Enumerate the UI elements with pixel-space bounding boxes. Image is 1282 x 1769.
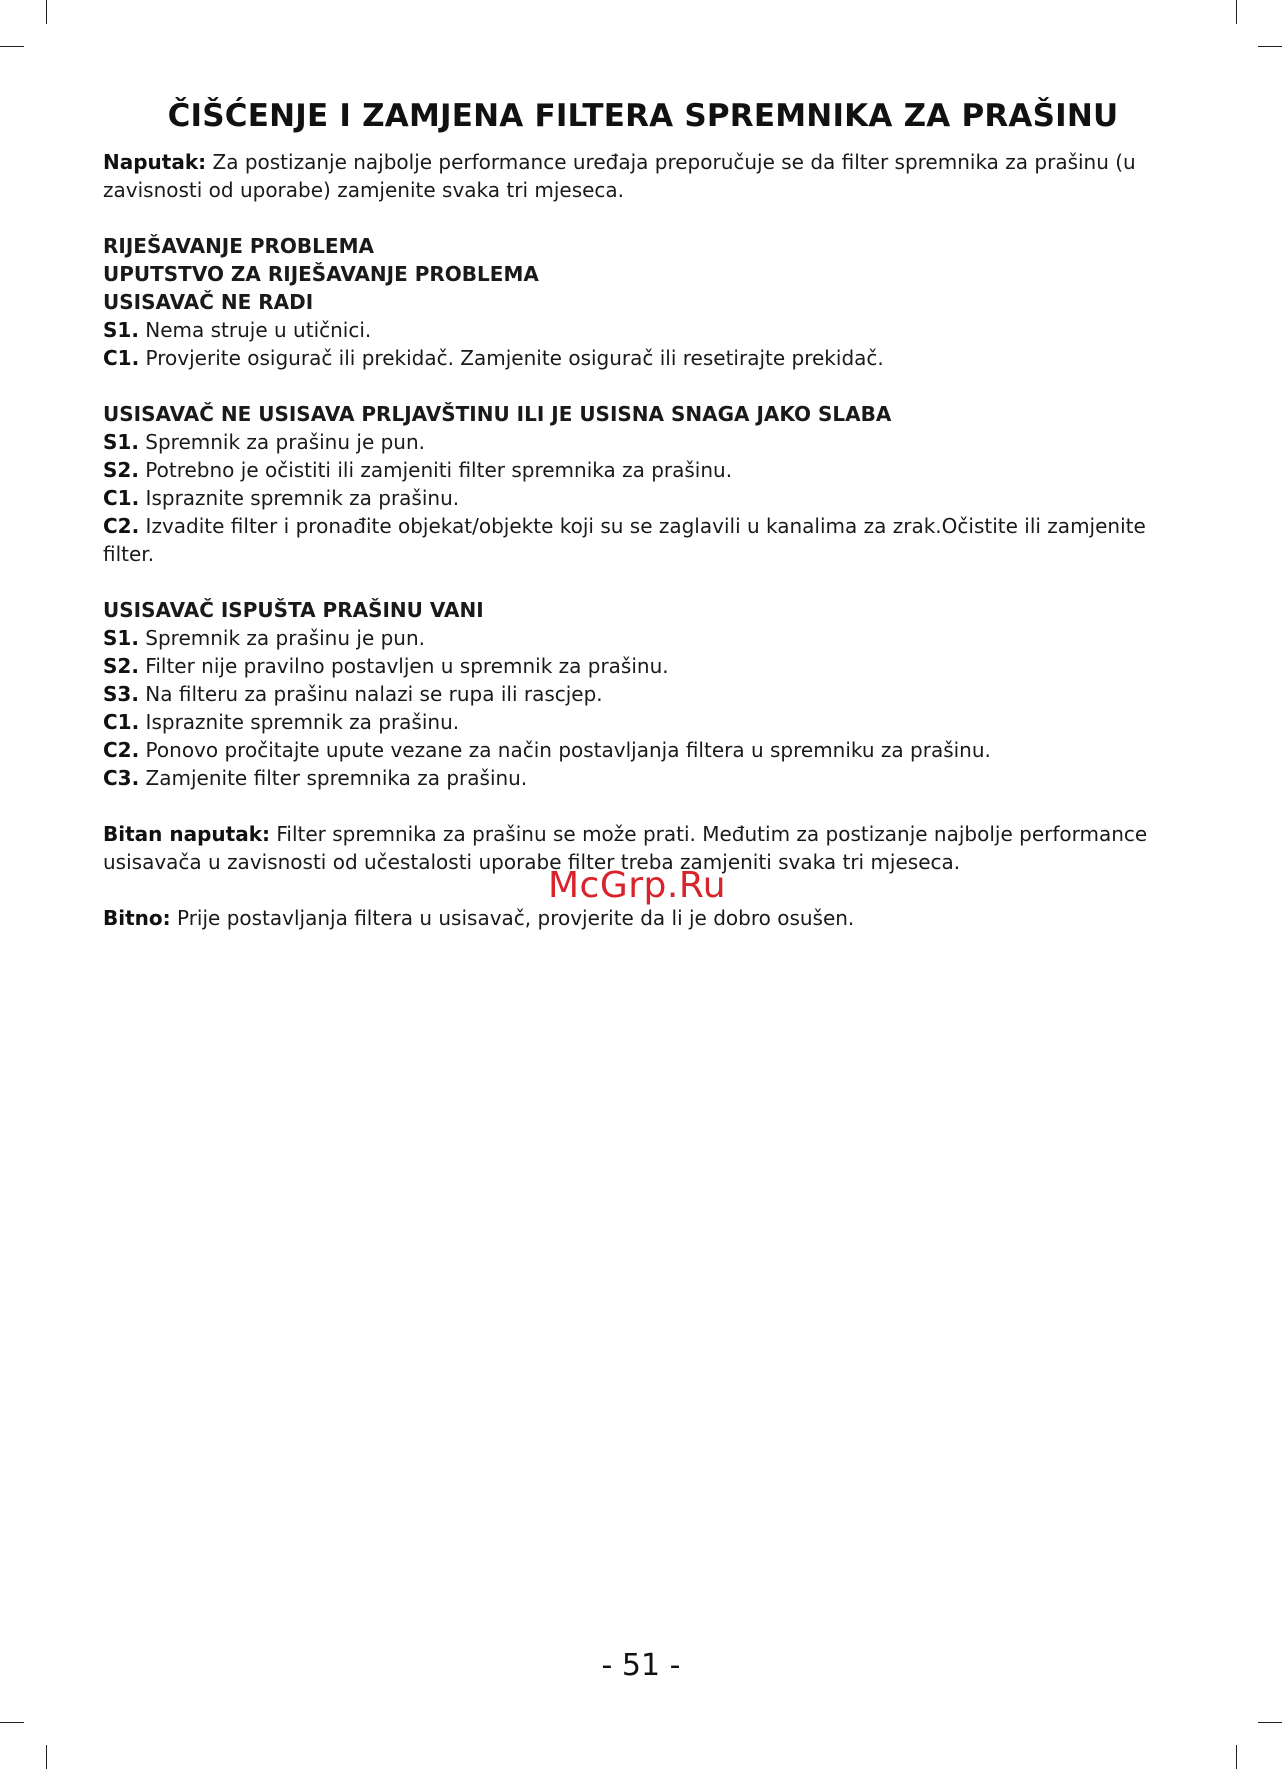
list-item	[103, 484, 1183, 512]
problem-heading: USISAVAČ ISPUŠTA PRAŠINU VANI	[103, 598, 484, 622]
item-text: Zamjenite filter spremnika za prašinu.	[139, 766, 528, 790]
note-label: Bitno:	[103, 906, 171, 930]
item-text: Izvadite filter i pronađite objekat/objekte koji su se zaglavili u kanalima za zrak.Očistite ili zamjenite filter.	[103, 514, 1146, 566]
page-number: - 51 -	[601, 1648, 681, 1683]
list-item	[103, 736, 1183, 764]
section-heading: RIJEŠAVANJE PROBLEMA	[103, 234, 374, 258]
tip-paragraph	[103, 148, 1183, 204]
item-code: S1.	[103, 430, 139, 454]
item-text: Ponovo pročitajte upute vezane za način postavljanja filtera u spremniku za prašinu.	[139, 738, 991, 762]
item-code: S1.	[103, 318, 139, 342]
item-text: Spremnik za prašinu je pun.	[138, 626, 426, 650]
crop-mark	[0, 1722, 24, 1723]
crop-mark	[46, 0, 47, 24]
tip-label: Naputak:	[103, 150, 207, 174]
item-text: Spremnik za prašinu je pun.	[138, 430, 426, 454]
crop-mark	[0, 46, 24, 47]
list-item	[103, 624, 1183, 652]
important-label: Bitan naputak:	[103, 822, 271, 846]
list-item	[103, 680, 1183, 708]
item-code: S2.	[103, 458, 139, 482]
section-weak-suction	[103, 400, 1183, 568]
list-item	[103, 316, 1183, 344]
item-code: C2.	[103, 738, 140, 762]
crop-mark	[1258, 1722, 1282, 1723]
crop-mark	[1258, 46, 1282, 47]
problem-heading: USISAVAČ NE RADI	[103, 290, 314, 314]
list-item	[103, 708, 1183, 736]
item-code: S2.	[103, 654, 139, 678]
list-item	[103, 456, 1183, 484]
item-text: Ispraznite spremnik za prašinu.	[139, 486, 460, 510]
item-code: S3.	[103, 682, 139, 706]
watermark: McGrp.Ru	[548, 865, 727, 906]
crop-mark	[1236, 1745, 1237, 1769]
important-text: Filter spremnika za prašinu se može prati. Međutim za postizanje najbolje performance usisavača u zavisnosti od učestalosti uporabe filter treba zamjeniti svaka tri mjeseca.	[103, 822, 1148, 874]
item-code: S1.	[103, 626, 139, 650]
item-text: Na filteru za prašinu nalazi se rupa ili rascjep.	[138, 682, 603, 706]
section-subheading: UPUTSTVO ZA RIJEŠAVANJE PROBLEMA	[103, 262, 539, 286]
list-item	[103, 428, 1183, 456]
item-code: C1.	[103, 486, 140, 510]
section-dust-leak	[103, 596, 1183, 792]
list-item	[103, 764, 1183, 792]
item-text: Nema struje u utičnici.	[138, 318, 372, 342]
tip-text: Za postizanje najbolje performance uređaja preporučuje se da filter spremnika za prašinu (u zavisnosti od uporabe) zamjenite svaka tri mjeseca.	[103, 150, 1136, 202]
item-text: Filter nije pravilno postavljen u spremnik za prašinu.	[138, 654, 669, 678]
crop-mark	[1236, 0, 1237, 24]
note-text: Prije postavljanja filtera u usisavač, provjerite da li je dobro osušen.	[170, 906, 855, 930]
item-code: C2.	[103, 514, 140, 538]
item-code: C3.	[103, 766, 140, 790]
note-paragraph	[103, 904, 1183, 932]
document-page	[103, 98, 1183, 932]
list-item	[103, 652, 1183, 680]
problem-heading: USISAVAČ NE USISAVA PRLJAVŠTINU ILI JE USISNA SNAGA JAKO SLABA	[103, 402, 892, 426]
item-code: C1.	[103, 710, 140, 734]
item-code: C1.	[103, 346, 140, 370]
item-text: Provjerite osigurač ili prekidač. Zamjenite osigurač ili resetirajte prekidač.	[139, 346, 884, 370]
list-item	[103, 512, 1183, 568]
section-troubleshooting	[103, 232, 1183, 372]
crop-mark	[46, 1745, 47, 1769]
list-item	[103, 344, 1183, 372]
page-title: ČIŠĆENJE I ZAMJENA FILTERA SPREMNIKA ZA PRAŠINU	[167, 98, 1119, 134]
item-text: Potrebno je očistiti ili zamjeniti filter spremnika za prašinu.	[138, 458, 733, 482]
item-text: Ispraznite spremnik za prašinu.	[139, 710, 460, 734]
